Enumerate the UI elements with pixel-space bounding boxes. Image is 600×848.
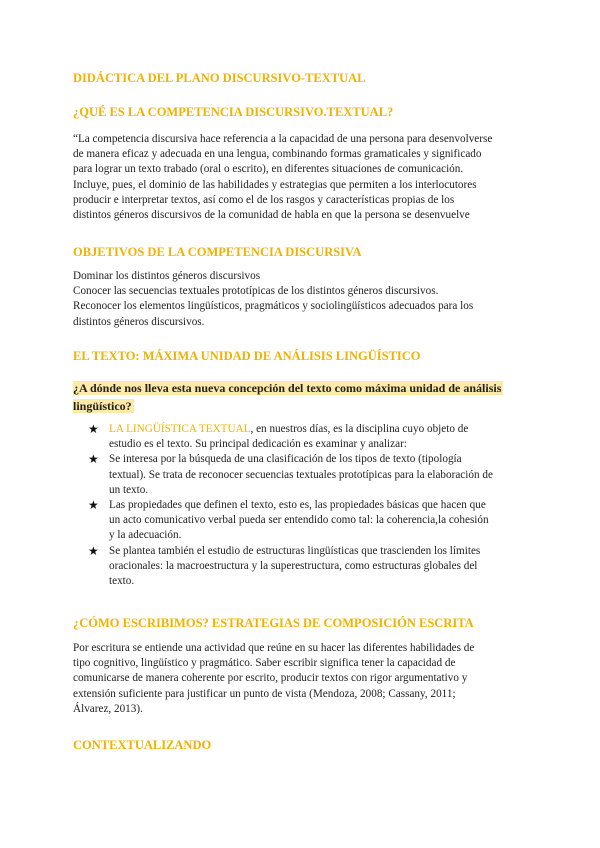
list-item-text: y la adecuación. bbox=[109, 529, 182, 542]
list-item bbox=[73, 422, 533, 452]
paragraph-line: comunicarse de manera coherente por escrito, producir textos con rigor argumentativo y bbox=[73, 672, 468, 685]
paragraph-line: tipo cognitivo, lingüístico y pragmático. Saber escribir significa tener la capacidad de bbox=[73, 657, 456, 670]
paragraph-line: extensión suficiente para justificar un punto de vista (Mendoza, 2008; Cassany, 2011; bbox=[73, 687, 456, 700]
list-item-text: Se interesa por la búsqueda de una clasificación de los tipos de texto (tipología bbox=[109, 453, 462, 466]
list-item-text: texto. bbox=[109, 575, 135, 588]
paragraph-line: Por escritura se entiende una actividad que reúne en su hacer las diferentes habilidades de bbox=[73, 642, 475, 654]
section-heading-contextualizando: CONTEXTUALIZANDO bbox=[73, 738, 212, 752]
list-item bbox=[73, 498, 533, 544]
star-icon: ★ bbox=[88, 498, 99, 513]
paragraph-line: Álvarez, 2013). bbox=[73, 702, 143, 715]
list-item-text: textual). Se trata de reconocer secuencias textuales prototípicas para la elaboración de bbox=[109, 468, 493, 481]
objective-line: Conocer las secuencias textuales prototípicas de los distintos géneros discursivos. bbox=[73, 285, 439, 298]
list-item-text: , en nuestros días, es la disciplina cuyo objeto de bbox=[250, 423, 469, 435]
list-item-text: un texto. bbox=[109, 483, 149, 496]
list-item-text: estudio es el texto. Su principal dedicación es examinar y analizar: bbox=[109, 438, 407, 451]
section-heading-objetivos: OBJETIVOS DE LA COMPETENCIA DISCURSIVA bbox=[73, 245, 362, 259]
objective-line: distintos géneros discursivos. bbox=[73, 315, 205, 328]
paragraph-line: distintos géneros discursivos de la comunidad de habla en que la persona se desenvuelve bbox=[73, 209, 470, 222]
document-title: DIDÁCTICA DEL PLANO DISCURSIVO-TEXTUAL bbox=[73, 71, 366, 85]
paragraph-line: Incluye, pues, el dominio de las habilidades y estrategias que permiten a los interlocutores bbox=[73, 178, 477, 191]
question-line: lingüístico? bbox=[73, 399, 132, 413]
section-heading-escritura: ¿CÓMO ESCRIBIMOS? ESTRATEGIAS DE COMPOSICIÓN ESCRITA bbox=[73, 616, 474, 630]
list-item bbox=[73, 452, 533, 498]
paragraph-line: de manera eficaz y adecuada en una lengua, combinando formas gramaticales y significado bbox=[73, 148, 482, 161]
question-line: ¿A dónde nos lleva esta nueva concepción del texto como máxima unidad de análisis bbox=[73, 381, 502, 395]
list-item-text: un acto comunicativo verbal pueda ser entendido como tal: la coherencia,la cohesión bbox=[109, 514, 489, 527]
list-item-text: Se plantea también el estudio de estructuras lingüísticas que trascienden los límites bbox=[109, 544, 481, 557]
paragraph-line: “La competencia discursiva hace referencia a la capacidad de una persona para desenvolverse bbox=[73, 133, 493, 145]
star-icon: ★ bbox=[88, 543, 99, 558]
section-list-objetivos bbox=[73, 269, 533, 330]
objective-line: Reconocer los elementos lingüísticos, pragmáticos y sociolingüísticos adecuados para los bbox=[73, 300, 474, 313]
paragraph-line: para lograr un texto trabado (oral o escrito), en diferentes situaciones de comunicación. bbox=[73, 163, 464, 176]
section-paragraph-competencia bbox=[73, 132, 533, 223]
list-item bbox=[73, 544, 533, 590]
objective-line: Dominar los distintos géneros discursivos bbox=[73, 270, 261, 282]
section-heading-competencia: ¿QUÉ ES LA COMPETENCIA DISCURSIVO.TEXTUAL? bbox=[73, 105, 394, 119]
star-icon: ★ bbox=[88, 422, 99, 436]
list-item-text: Las propiedades que definen el texto, esto es, las propiedades básicas que hacen que bbox=[109, 499, 486, 512]
bullet-list-linguistica bbox=[73, 422, 533, 589]
list-item-text: oracionales: la macroestructura y la superestructura, como estructuras globales del bbox=[109, 559, 478, 572]
linguistica-textual-label: LA LINGÜÍSTICA TEXTUAL bbox=[109, 423, 251, 435]
star-icon: ★ bbox=[88, 452, 99, 467]
paragraph-line: producir e interpretar textos, así como el de los rasgos y características propias de los bbox=[73, 193, 455, 206]
highlighted-question bbox=[73, 379, 503, 415]
section-paragraph-escritura bbox=[73, 641, 533, 717]
section-heading-texto: EL TEXTO: MÁXIMA UNIDAD DE ANÁLISIS LINGÜÍSTICO bbox=[73, 349, 421, 363]
